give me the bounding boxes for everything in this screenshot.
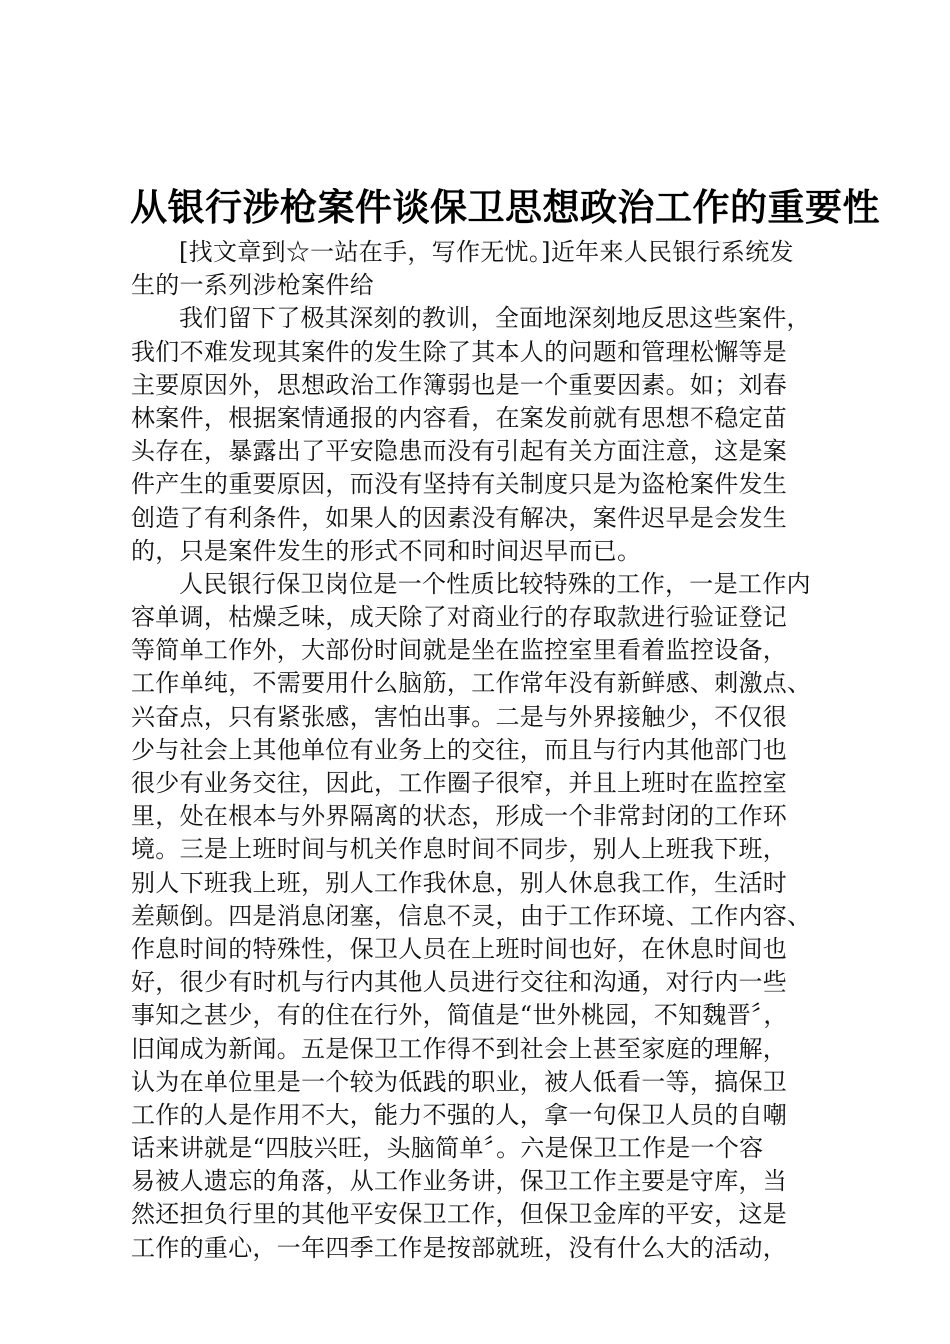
document-body <box>131 236 831 1265</box>
paragraph-line: 境。三是上班时间与机关作息时间不同步，别人上班我下班， <box>131 835 788 864</box>
paragraph-line: 工作单纯，不需要用什么脑筋，工作常年没有新鲜感、刺激点、 <box>131 669 812 698</box>
paragraph-line: 兴奋点，只有紧张感，害怕出事。二是与外界接触少，不仅很 <box>131 702 788 731</box>
paragraph-line: 我们不难发现其案件的发生除了其本人的问题和管理松懈等是 <box>131 337 788 366</box>
paragraph-line: 旧闻成为新闻。五是保卫工作得不到社会上甚至家庭的理解， <box>131 1034 788 1063</box>
paragraph-line: 头存在，暴露出了平安隐患而没有引起有关方面注意，这是案 <box>131 437 788 466</box>
paragraph-line: 然还担负行里的其他平安保卫工作，但保卫金库的平安，这是 <box>131 1200 788 1229</box>
paragraph-line: 主要原因外，思想政治工作簿弱也是一个重要因素。如；刘春 <box>131 370 788 399</box>
paragraph-line: 差颠倒。四是消息闭塞，信息不灵，由于工作环境、工作内容、 <box>131 901 812 930</box>
paragraph-line: 作息时间的特殊性，保卫人员在上班时间也好，在休息时间也 <box>131 934 788 963</box>
paragraph-line: 别人下班我上班，别人工作我休息，别人休息我工作，生活时 <box>131 868 788 897</box>
paragraph-line: 件产生的重要原因，而没有坚持有关制度只是为盗枪案件发生 <box>131 470 788 499</box>
paragraph-line: 事知之甚少，有的住在行外，简值是“世外桃园，不知魏晋〞， <box>131 1001 788 1030</box>
paragraph-line: 容单调，枯燥乏味，成天除了对商业行的存取款进行验证登记 <box>131 603 788 632</box>
document-title: 从银行涉枪案件谈保卫思想政治工作的重要性 <box>130 185 880 229</box>
paragraph-line: 认为在单位里是一个较为低践的职业，被人低看一等，搞保卫 <box>131 1067 788 1096</box>
paragraph-line: 工作的重心，一年四季工作是按部就班，没有什么大的活动， <box>131 1233 788 1262</box>
paragraph-line: 人民银行保卫岗位是一个性质比较特殊的工作，一是工作内 <box>179 569 811 598</box>
paragraph-line: 的，只是案件发生的形式不同和时间迟早而已。 <box>131 536 642 565</box>
paragraph-line: 话来讲就是“四肢兴旺，头脑简单〞。六是保卫工作是一个容 <box>131 1134 764 1163</box>
paragraph-line: 工作的人是作用不大，能力不强的人，拿一句保卫人员的自嘲 <box>131 1100 788 1129</box>
paragraph-line: [找文章到☆一站在手，写作无忧。]近年来人民银行系统发 <box>179 238 794 266</box>
paragraph-line: 很少有业务交往，因此，工作圈子很窄，并且上班时在监控室 <box>131 769 788 797</box>
paragraph-line: 等简单工作外，大部份时间就是坐在监控室里看着监控设备， <box>131 636 788 665</box>
paragraph-line: 林案件，根据案情通报的内容看，在案发前就有思想不稳定苗 <box>131 403 788 432</box>
paragraph-line: 易被人遗忘的角落，从工作业务讲，保卫工作主要是守库，当 <box>131 1167 788 1196</box>
paragraph-line: 我们留下了极其深刻的教训，全面地深刻地反思这些案件， <box>179 304 811 333</box>
paragraph-line: 里，处在根本与外界隔离的状态，形成一个非常封闭的工作环 <box>131 802 788 831</box>
paragraph-line: 好，很少有时机与行内其他人员进行交往和沟通，对行内一些 <box>131 968 788 997</box>
paragraph-line: 生的一系列涉枪案件给 <box>131 271 374 300</box>
paragraph-line: 少与社会上其他单位有业务上的交往，而且与行内其他部门也 <box>131 735 788 764</box>
paragraph-line: 创造了有利条件，如果人的因素没有解决，案件迟早是会发生 <box>131 503 788 532</box>
